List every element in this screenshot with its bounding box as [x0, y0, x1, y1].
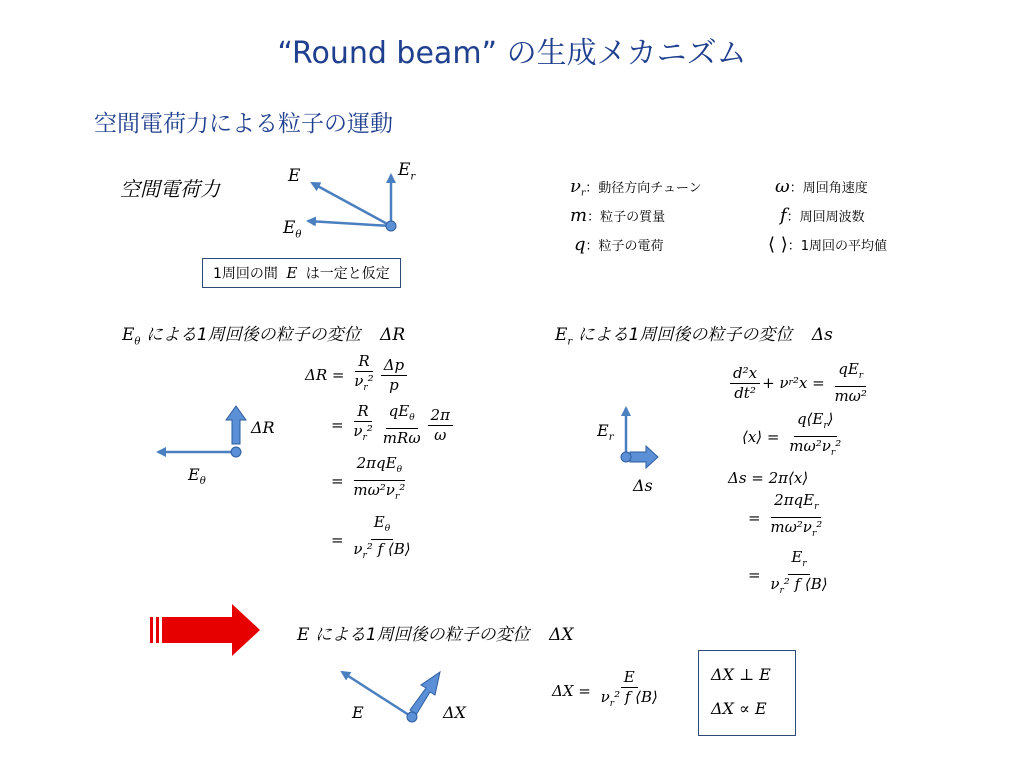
particle-dot	[386, 221, 396, 231]
delta-x-equation: ΔX = $\frac{E}{\nu_r^2 f ⟨B⟩}$	[552, 668, 658, 709]
legend-item: $\nu_r$：動径方向チューン	[570, 176, 702, 199]
etheta-label: $E_\theta$	[283, 218, 302, 241]
section-right-heading: $E_r$ による1周回後の粒子の変位 Δs	[555, 325, 833, 348]
legend-item: m：粒子の質量	[570, 205, 666, 226]
ds-label: Δs	[633, 476, 653, 495]
proportional-relation: ΔX ∝ E	[711, 699, 767, 718]
delta-r-equations: ΔR = $\frac{R}{\nu_r^2}$ $\frac{\Delta p}{p}$ = $\frac{R}{\nu_r^2}$ $\frac{qE_\theta}{\text{mRω}}$ $\frac{2\pi}{\omega}$ = $\frac{2\pi qE_\theta}{m\omega^2\nu_r^2}$ = $\frac{E_\theta}{\nu_r^2 f ⟨B⟩}$	[305, 352, 455, 566]
subtitle: 空間電荷力による粒子の運動	[94, 111, 393, 137]
e-label: E	[288, 166, 301, 186]
legend-item: ⟨ ⟩：1周回の平均値	[768, 234, 888, 255]
big-red-arrow	[148, 602, 264, 658]
left-displacement-diagram	[150, 400, 260, 470]
dx-label: ΔX	[443, 703, 466, 722]
assumption-box: 1周回の間 E は一定と仮定	[202, 258, 401, 288]
er-label: $E_r$	[398, 160, 416, 183]
section-bottom-heading: E による1周回後の粒子の変位 ΔX	[297, 625, 574, 645]
page-title: “Round beam” の生成メカニズム	[277, 36, 747, 71]
e-vector-arrow	[312, 183, 391, 226]
er-label-2: $E_r$	[597, 421, 614, 444]
conclusion-box	[698, 650, 796, 736]
dr-block-arrow	[226, 406, 246, 444]
bottom-displacement-diagram	[330, 660, 455, 730]
etheta-vector-arrow	[308, 221, 391, 226]
section-left-heading: $E_\theta$ による1周回後の粒子の変位 ΔR	[122, 325, 406, 348]
legend-item: q：粒子の電荷	[574, 234, 664, 255]
delta-s-equations: $\frac{\text{d²x}}{\text{dt²}}$ + ν r ²x = $\frac{qE_r}{\text{mω²}}$ ⟨x⟩ = $\frac{q⟨E_r⟩}{m\omega^2\nu_r^2}$ Δs = 2π⟨x⟩ = $\frac{2\pi qE_r}{m\omega^2\nu_r^2}$ = $\frac{E_r}{\nu_r^2 f ⟨B⟩}$	[728, 360, 867, 596]
ds-block-arrow	[630, 446, 658, 468]
dx-block-arrow	[410, 672, 440, 715]
dr-label: ΔR	[251, 418, 275, 437]
perpendicular-relation: ΔX ⊥ E	[711, 665, 771, 684]
legend-item: f：周回周波数	[780, 205, 865, 226]
e-label-bottom: E	[352, 703, 364, 722]
space-charge-label: 空間電荷力	[120, 177, 220, 201]
legend-item: ω：周回角速度	[775, 176, 868, 197]
etheta-label-2: $E_\theta$	[188, 465, 206, 488]
